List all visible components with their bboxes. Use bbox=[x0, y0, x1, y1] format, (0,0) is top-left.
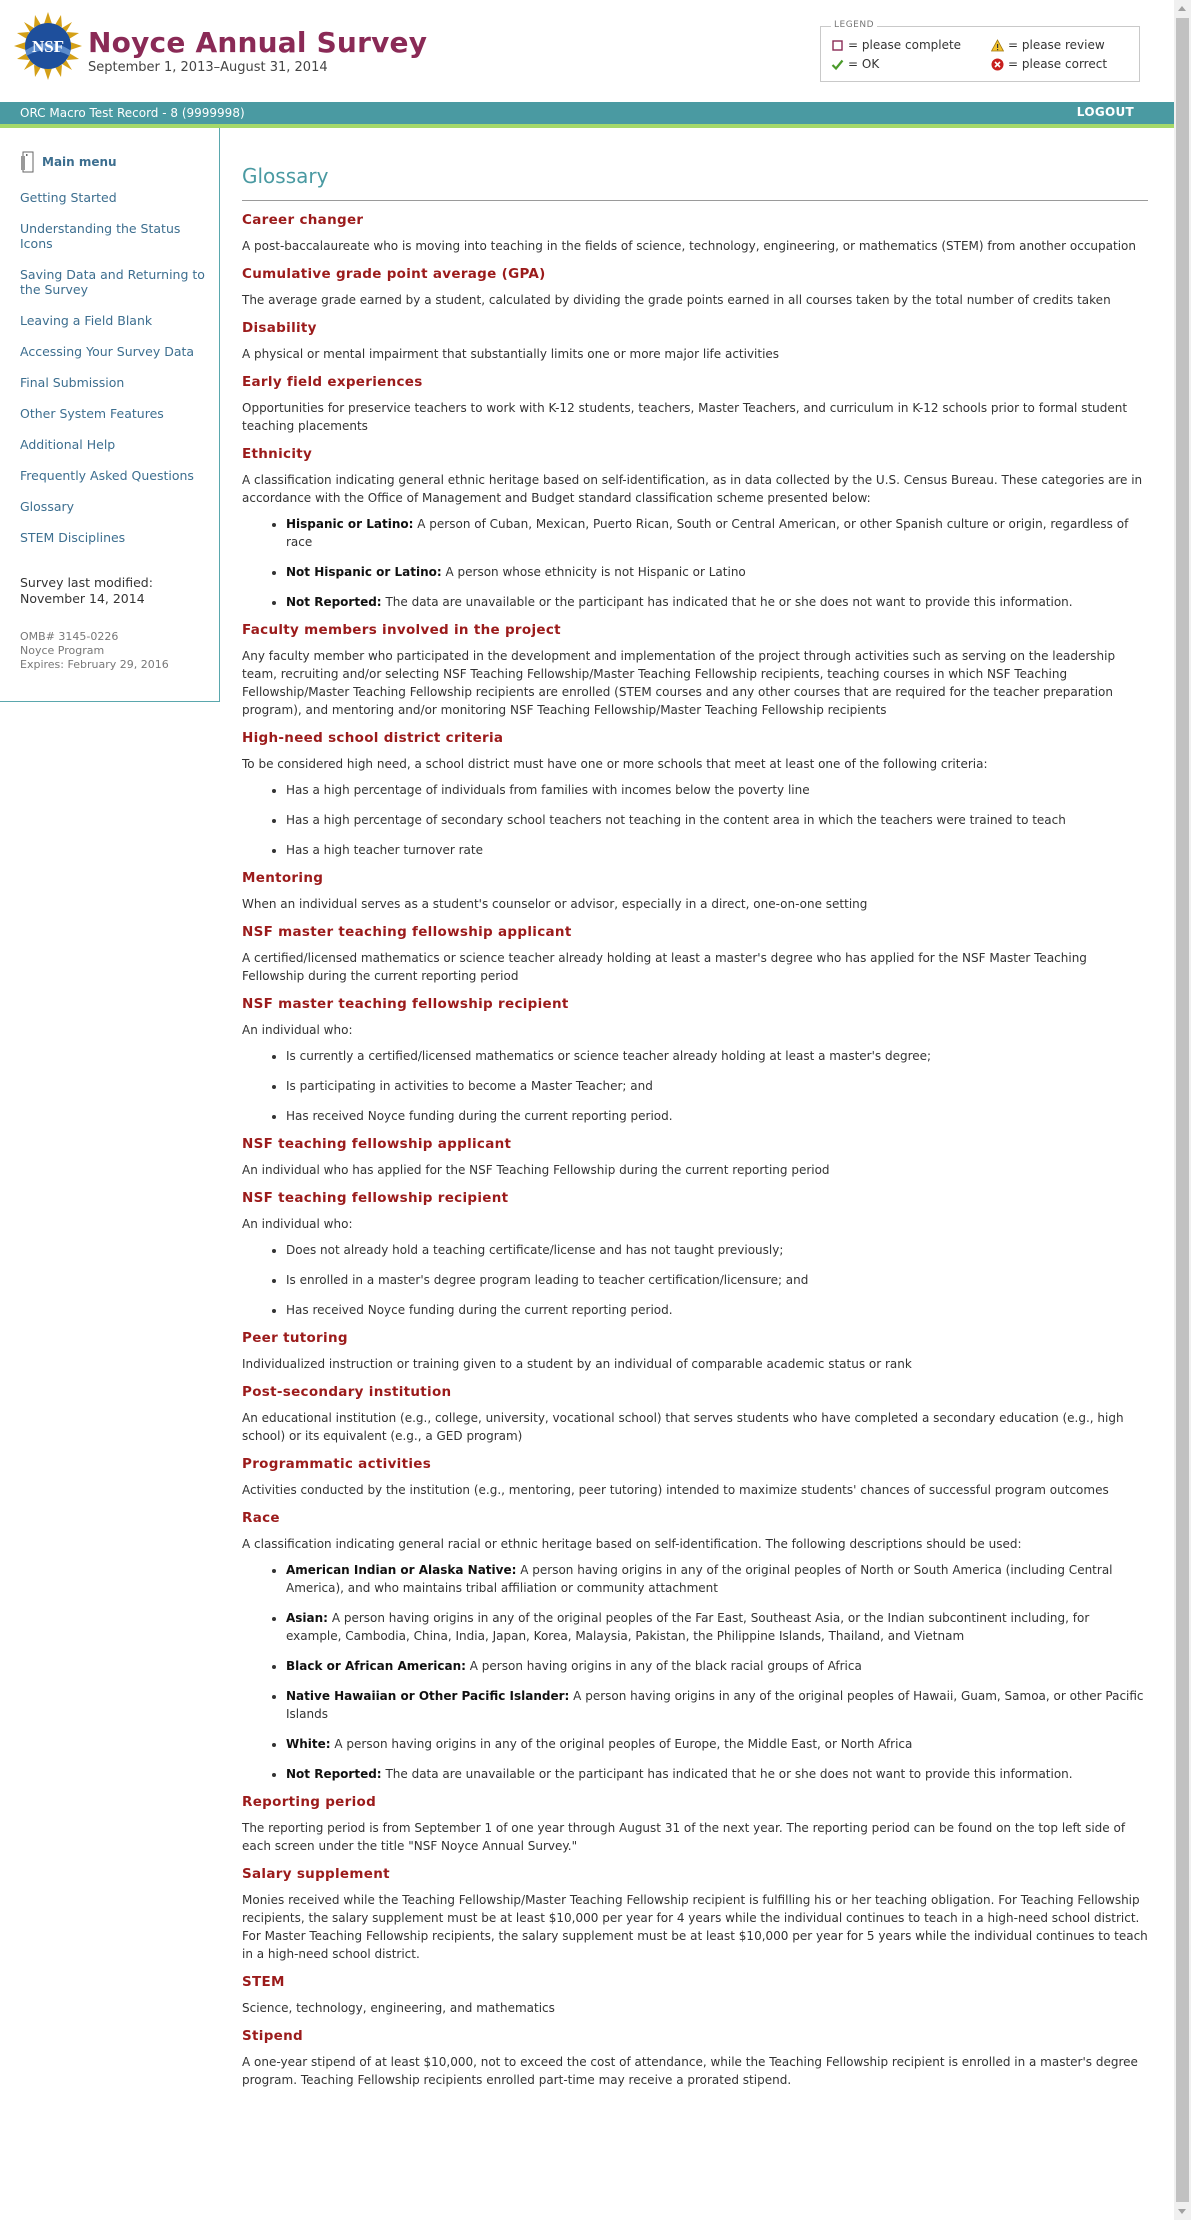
term-disability: Disability bbox=[242, 320, 317, 336]
svg-text:NSF: NSF bbox=[31, 37, 65, 56]
list-item: • White: A person having origins in any of the original peoples of Europe, the Middle East, or North Africa bbox=[286, 1735, 1148, 1753]
list-item: • American Indian or Alaska Native: A person having origins in any of the original peoples of North or South America (including Central America), and who maintains tribal affiliation or community attachment bbox=[286, 1561, 1148, 1597]
definition: A classification indicating general ethnic heritage based on self-identification, as in data collected by the U.S. Census Bureau. These categories are in accordance with the Office of Management and Budget standard classification scheme presented below: bbox=[242, 473, 1143, 505]
definition: Activities conducted by the institution (e.g., mentoring, peer tutoring) intended to maximize students' chances of successful program outcomes bbox=[242, 1483, 1109, 1497]
list-item: • Hispanic or Latino: A person of Cuban, Mexican, Puerto Rican, South or Central American, or other Spanish culture or origin, regardless of race bbox=[286, 515, 1148, 551]
definition: An individual who has applied for the NSF Teaching Fellowship during the current reporting period bbox=[242, 1163, 830, 1177]
definition: An individual who: bbox=[242, 1217, 353, 1231]
sidebar-item-final-submission[interactable]: Final Submission bbox=[20, 375, 125, 390]
term-stipend: Stipend bbox=[242, 2028, 303, 2044]
term-gpa: Cumulative grade point average (GPA) bbox=[242, 266, 546, 282]
sidebar-item-leaving-blank[interactable]: Leaving a Field Blank bbox=[20, 313, 153, 328]
definition: Opportunities for preservice teachers to work with K-12 students, teachers, Master Teachers, and curriculum in K-12 schools prior to formal student teaching placements bbox=[242, 401, 1128, 433]
definition: A one-year stipend of at least $10,000, not to exceed the cost of attendance, while the Teaching Fellowship recipient is enrolled in a master's degree program. Teaching Fellowship recipients enrolled part-time may receive a prorated stipend. bbox=[242, 2055, 1138, 2087]
definition: The average grade earned by a student, calculated by dividing the grade points earned in all courses taken by the total number of credits taken bbox=[242, 293, 1111, 307]
sidebar-item-other-features[interactable]: Other System Features bbox=[20, 406, 164, 421]
term-peer-tutoring: Peer tutoring bbox=[242, 1330, 348, 1346]
definition: Science, technology, engineering, and mathematics bbox=[242, 2001, 555, 2015]
list-item: • Asian: A person having origins in any of the original peoples of the Far East, Southeast Asia, or the Indian subcontinent including, for example, Cambodia, China, India, Japan, Korea, Malaysia, Pakistan, the Philippine Islands, Thailand, and Vietnam bbox=[286, 1609, 1148, 1645]
sidebar-item-faq[interactable]: Frequently Asked Questions bbox=[20, 468, 194, 483]
list-item: • Is enrolled in a master's degree program leading to teacher certification/licensure; and bbox=[286, 1271, 1148, 1289]
term-programmatic: Programmatic activities bbox=[242, 1456, 432, 1472]
list-item: • Has received Noyce funding during the current reporting period. bbox=[286, 1107, 1148, 1125]
definition: A certified/licensed mathematics or science teacher already holding at least a master's degree who has applied for the NSF Master Teaching Fellowship during the current reporting period bbox=[242, 951, 1087, 983]
legend-please-complete: = please complete bbox=[831, 38, 961, 52]
sidebar-item-accessing-data[interactable]: Accessing Your Survey Data bbox=[20, 344, 195, 359]
definition: A physical or mental impairment that substantially limits one or more major life activities bbox=[242, 347, 780, 361]
vertical-scrollbar[interactable] bbox=[1174, 0, 1191, 2220]
term-post-secondary: Post-secondary institution bbox=[242, 1384, 452, 1400]
mtf-recipient-list bbox=[242, 1047, 1148, 1125]
definition: A post-baccalaureate who is moving into teaching in the fields of science, technology, engineering, or mathematics (STEM) from another occupation bbox=[242, 239, 1136, 253]
race-list bbox=[242, 1561, 1148, 1783]
term-race: Race bbox=[242, 1510, 280, 1526]
sidebar-item-stem-disciplines[interactable]: STEM Disciplines bbox=[20, 530, 126, 545]
sidebar-item-getting-started[interactable]: Getting Started bbox=[20, 190, 117, 205]
term-tf-applicant: NSF teaching fellowship applicant bbox=[242, 1136, 512, 1152]
logout-link[interactable]: LOGOUT bbox=[1076, 105, 1134, 119]
survey-dates: September 1, 2013–August 31, 2014 bbox=[88, 60, 328, 75]
term-faculty: Faculty members involved in the project bbox=[242, 622, 561, 638]
definition: A classification indicating general racial or ethnic heritage based on self-identification. The following descriptions should be used: bbox=[242, 1537, 1022, 1551]
term-reporting-period: Reporting period bbox=[242, 1794, 377, 1810]
definition: To be considered high need, a school district must have one or more schools that meet at least one of the following criteria: bbox=[242, 757, 988, 771]
ethnicity-list bbox=[242, 515, 1148, 611]
list-item: • Native Hawaiian or Other Pacific Islander: A person having origins in any of the original peoples of Hawaii, Guam, Samoa, or other Pacific Islands bbox=[286, 1687, 1148, 1723]
red-x-circle-icon bbox=[991, 58, 1004, 71]
nsf-logo[interactable] bbox=[14, 12, 82, 80]
term-high-need: High-need school district criteria bbox=[242, 730, 504, 746]
warning-triangle-icon bbox=[991, 39, 1004, 52]
definition: The reporting period is from September 1 of one year through August 31 of the next year. The reporting period can be found on the top left side of each screen under the title "NSF Noyce Annual Survey." bbox=[242, 1821, 1126, 1853]
legend-title: LEGEND bbox=[831, 20, 877, 30]
list-item: • Has received Noyce funding during the current reporting period. bbox=[286, 1301, 1148, 1319]
site-title: Noyce Annual Survey bbox=[88, 26, 428, 59]
definition: Individualized instruction or training given to a student by an individual of comparable academic status or rank bbox=[242, 1357, 912, 1371]
term-mtf-applicant: NSF master teaching fellowship applicant bbox=[242, 924, 572, 940]
checkmark-icon bbox=[831, 58, 844, 71]
arrow-down-icon bbox=[1178, 2209, 1186, 2214]
definition: An individual who: bbox=[242, 1023, 353, 1037]
tf-recipient-list bbox=[242, 1241, 1148, 1319]
legend-please-correct: = please correct bbox=[991, 57, 1107, 71]
term-mtf-recipient: NSF master teaching fellowship recipient bbox=[242, 996, 569, 1012]
definition: When an individual serves as a student's counselor or advisor, especially in a direct, one-on-one setting bbox=[242, 897, 868, 911]
list-item: • Black or African American: A person having origins in any of the black racial groups of Africa bbox=[286, 1657, 1148, 1675]
term-tf-recipient: NSF teaching fellowship recipient bbox=[242, 1190, 509, 1206]
main-content bbox=[242, 150, 1148, 2089]
top-bar bbox=[0, 102, 1174, 124]
arrow-up-icon bbox=[1178, 6, 1186, 11]
legend-ok: = OK bbox=[831, 57, 879, 71]
sidebar bbox=[0, 128, 220, 702]
list-item: • Is currently a certified/licensed mathematics or science teacher already holding at least a master's degree; bbox=[286, 1047, 1148, 1065]
legend-please-review: = please review bbox=[991, 38, 1105, 52]
survey-modified: Survey last modified: November 14, 2014 bbox=[20, 575, 153, 606]
page-title: Glossary bbox=[242, 164, 1148, 201]
definition: An educational institution (e.g., college, university, vocational school) that serves students who have completed a secondary education (e.g., high school) or its equivalent (e.g., a GED program) bbox=[242, 1411, 1124, 1443]
omb-info: OMB# 3145-0226 Noyce Program Expires: February 29, 2016 bbox=[20, 630, 169, 671]
term-mentoring: Mentoring bbox=[242, 870, 324, 886]
sidebar-item-additional-help[interactable]: Additional Help bbox=[20, 437, 116, 452]
sidebar-item-glossary[interactable]: Glossary bbox=[20, 499, 75, 514]
main-menu-icon bbox=[20, 150, 36, 174]
high-need-list bbox=[242, 781, 1148, 859]
scroll-down-button[interactable] bbox=[1174, 2203, 1191, 2220]
list-item: • Does not already hold a teaching certificate/license and has not taught previously; bbox=[286, 1241, 1148, 1259]
list-item: • Not Hispanic or Latino: A person whose ethnicity is not Hispanic or Latino bbox=[286, 563, 1148, 581]
list-item: • Has a high percentage of secondary school teachers not teaching in the content area in which the teachers were trained to teach bbox=[286, 811, 1148, 829]
scrollbar-thumb[interactable] bbox=[1176, 18, 1189, 2202]
term-early-field: Early field experiences bbox=[242, 374, 423, 390]
sidebar-item-saving-data[interactable]: Saving Data and Returning to the Survey bbox=[20, 267, 205, 297]
list-item: • Has a high percentage of individuals from families with incomes below the poverty line bbox=[286, 781, 1148, 799]
term-career-changer: Career changer bbox=[242, 212, 364, 228]
scroll-up-button[interactable] bbox=[1174, 0, 1191, 17]
record-label: ORC Macro Test Record - 8 (9999998) bbox=[20, 106, 245, 120]
list-item: • Not Reported: The data are unavailable or the participant has indicated that he or she does not want to provide this information. bbox=[286, 1765, 1148, 1783]
main-menu-link[interactable] bbox=[20, 150, 117, 174]
sidebar-nav bbox=[20, 190, 210, 561]
term-salary-supplement: Salary supplement bbox=[242, 1866, 390, 1882]
list-item: • Not Reported: The data are unavailable or the participant has indicated that he or she does not want to provide this information. bbox=[286, 593, 1148, 611]
list-item: • Is participating in activities to become a Master Teacher; and bbox=[286, 1077, 1148, 1095]
list-item: • Has a high teacher turnover rate bbox=[286, 841, 1148, 859]
status-legend bbox=[820, 20, 1140, 82]
sidebar-item-status-icons[interactable]: Understanding the Status Icons bbox=[20, 221, 181, 251]
term-ethnicity: Ethnicity bbox=[242, 446, 313, 462]
definition: Any faculty member who participated in the development and implementation of the project through activities such as serving on the leadership team, recruiting and/or selecting NSF Teaching Fellowship/Master Teaching Fellowship recipients, teaching courses in which NSF Teaching Fellowship/Master Teaching Fellowship recipients are enrolled (STEM courses and any other courses that are required for the teacher preparation program), and mentoring and/or monitoring NSF Teaching Fellowship/Master Teaching Fellowship recipients bbox=[242, 649, 1116, 717]
definition: Monies received while the Teaching Fellowship/Master Teaching Fellowship recipient is fulfilling his or her teaching obligation. For Teaching Fellowship recipients, the salary supplement must be at least $10,000 per year for 4 years while the individual continues to teach in a high-need school district. For Master Teaching Fellowship recipients, the salary supplement must be at least $10,000 per year for 5 years while the individual continues to teach in a high-need school district. bbox=[242, 1893, 1148, 1961]
header bbox=[0, 0, 1174, 102]
empty-square-icon bbox=[831, 39, 844, 52]
term-stem: STEM bbox=[242, 1974, 285, 1990]
main-menu-label: Main menu bbox=[42, 155, 117, 169]
